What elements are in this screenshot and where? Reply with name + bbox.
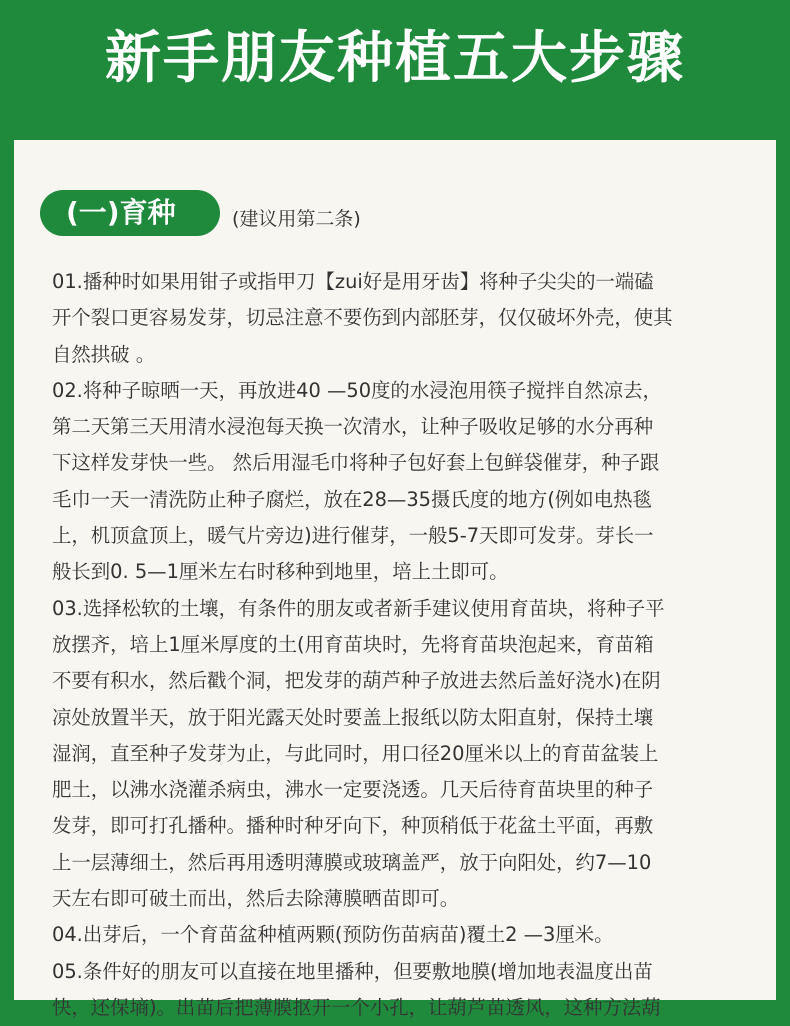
text-line: 不要有积水，然后戳个洞，把发芽的葫芦种子放进去然后盖好浇水)在阴 [52,669,661,693]
text-line: 03.选择松软的土壤，有条件的朋友或者新手建议使用育苗块，将种子平 [52,596,665,620]
text-line: 05.条件好的朋友可以直接在地里播种，但要敷地膜(增加地表温度出苗 [52,959,653,983]
section-note: (建议用第二条) [232,208,361,230]
text-line: 毛巾一天一清洗防止种子腐烂，放在28—35摄氏度的地方(例如电热毯 [52,487,652,511]
text-line: 放摆齐，培上1厘米厚度的土(用育苗块时，先将育苗块泡起来，育苗箱 [52,632,654,656]
text-line: 快，还保墒)。出苗后把薄膜抠开一个小孔，让葫芦苗透风，这种方法葫 [52,995,661,1019]
text-line: 天左右即可破土而出，然后去除薄膜晒苗即可。 [52,887,460,911]
header-banner [0,0,790,140]
text-line: 02.将种子晾晒一天，再放进40 —50度的水浸泡用筷子搅拌自然凉去， [52,378,662,402]
text-line: 肥土，以沸水浇灌杀病虫，沸水一定要浇透。几天后待育苗块里的种子 [52,778,654,802]
text-line: 上，机顶盒顶上，暖气片旁边)进行催芽，一般5-7天即可发芽。芽长一 [52,524,654,548]
text-line: 上一层薄细土，然后再用透明薄膜或玻璃盖严，放于向阳处，约7—10 [52,850,652,874]
text-line: 下这样发芽快一些。 然后用湿毛巾将种子包好套上包鲜袋催芽，种子跟 [52,451,660,475]
text-line: 凉处放置半天，放于阳光露天处时要盖上报纸以防太阳直射，保持土壤 [52,705,654,729]
page-title: 新手朋友种植五大步骤 [105,26,685,91]
text-line: 04.出芽后，一个育苗盆种植两颗(预防伤苗病苗)覆土2 —3厘米。 [52,923,614,947]
instructions-text [52,264,752,1026]
text-line: 第二天第三天用清水浸泡每天换一次清水，让种子吸收足够的水分再种 [52,415,654,439]
text-line: 发芽，即可打孔播种。播种时种牙向下，种顶稍低于花盆土平面，再敷 [52,814,654,838]
text-line: 般长到0. 5—1厘米左右时移种到地里，培上土即可。 [52,560,509,584]
text-line: 开个裂口更容易发芽，切忌注意不要伤到内部胚芽，仅仅破坏外壳，使其 [52,306,673,330]
text-line: 01.播种时如果用钳子或指甲刀【zui好是用牙齿】将种子尖尖的一端磕 [52,270,654,293]
text-line: 自然拱破 。 [52,342,156,366]
section-label: (一)育种 [40,190,220,236]
text-line: 湿润，直至种子发芽为止，与此同时，用口径20厘米以上的育苗盆装上 [52,741,659,765]
